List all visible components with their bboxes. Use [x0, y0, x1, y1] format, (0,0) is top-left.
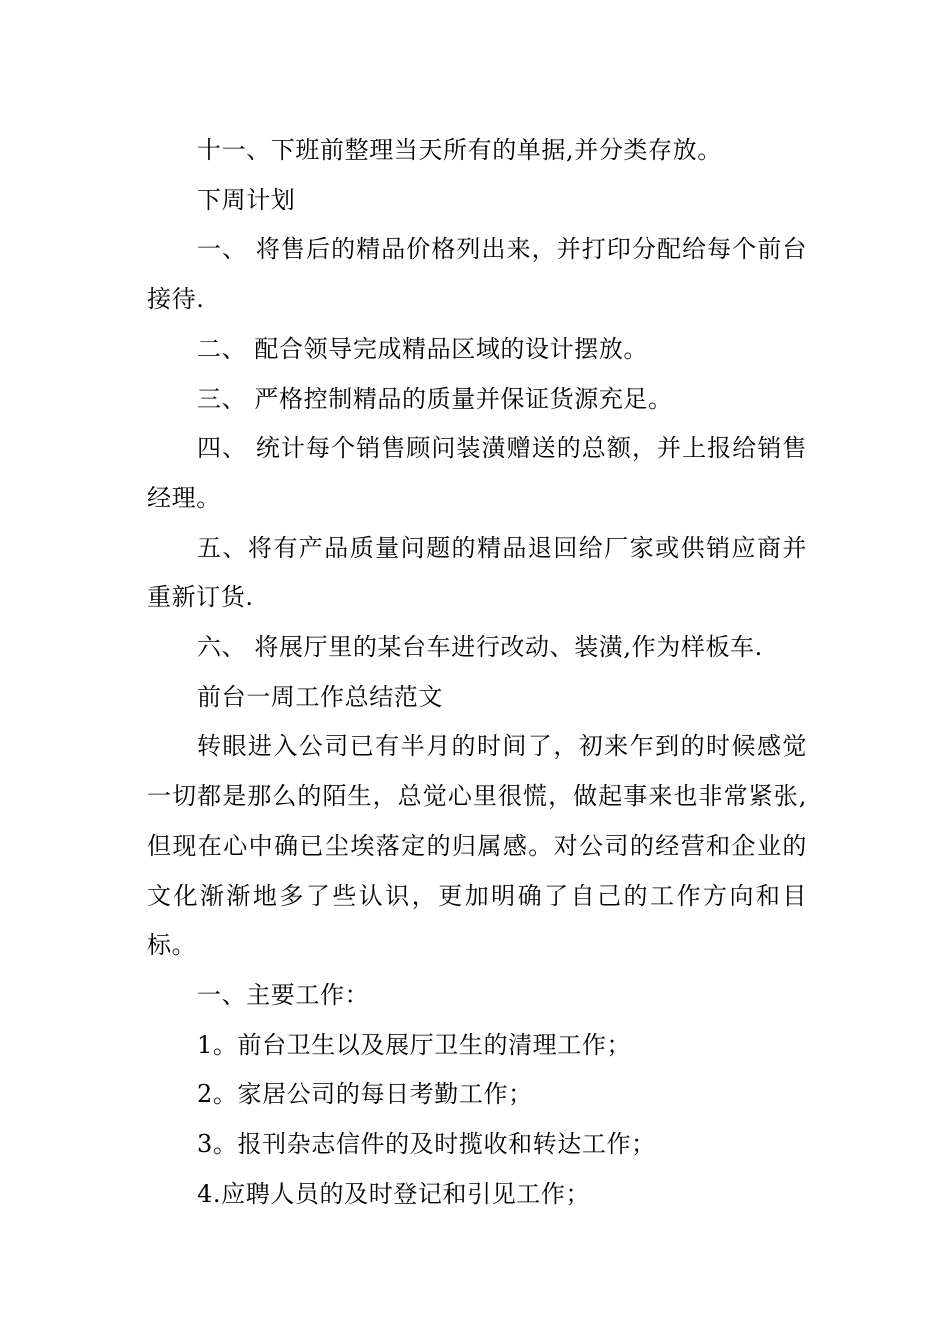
- paragraph-text: 4.应聘人员的及时登记和引见工作；: [197, 1179, 591, 1208]
- paragraph-text: 三、 严格控制精品的质量并保证货源充足。: [197, 384, 673, 413]
- paragraph-text: 下周计划: [197, 185, 296, 214]
- paragraph-text: 转眼进入公司已有半月的时间了，初来乍到的时候感觉一切都是那么的陌生，总觉心里很慌，做起事来也非常紧张,但现在心中确已尘埃落定的归属感。对公司的经营和企业的文化渐渐地多了些认识，更加明确了自己的工作方向和目标。: [147, 732, 807, 960]
- paragraph-text: 十一、下班前整理当天所有的单据,并分类存放。: [197, 136, 722, 164]
- plan-item-1: [147, 225, 807, 324]
- paragraph-text: 一、 将售后的精品价格列出来，并打印分配给每个前台接待.: [147, 235, 807, 314]
- paragraph-text: 四、 统计每个销售顾问装潢赠送的总额，并上报给销售经理。: [147, 434, 807, 512]
- plan-item-2: [147, 325, 807, 375]
- paragraph-text: 五、将有产品质量问题的精品退回给厂家或供销应商并重新订货.: [147, 533, 807, 612]
- plan-item-4: [147, 424, 807, 523]
- work-item-4: [147, 1170, 807, 1220]
- heading-weekly-summary: [147, 673, 807, 723]
- paragraph-text: 2。家居公司的每日考勤工作；: [197, 1080, 533, 1109]
- work-item-3: [147, 1120, 807, 1170]
- summary-intro-paragraph: [147, 722, 807, 971]
- work-item-2: [147, 1070, 807, 1120]
- paragraph-closing-item-11: [147, 126, 807, 176]
- paragraph-text: 二、 配合领导完成精品区域的设计摆放。: [197, 334, 649, 363]
- paragraph-text: 一、主要工作：: [197, 980, 370, 1009]
- plan-item-6: [147, 623, 807, 673]
- paragraph-text: 3。报刊杂志信件的及时揽收和转达工作；: [197, 1130, 656, 1159]
- paragraph-text: 1。前台卫生以及展厅卫生的清理工作；: [197, 1030, 632, 1059]
- plan-item-3: [147, 375, 807, 425]
- paragraph-text: 前台一周工作总结范文: [197, 682, 443, 711]
- heading-next-week-plan: [147, 176, 807, 226]
- plan-item-5: [147, 524, 807, 623]
- paragraph-text: 六、 将展厅里的某台车进行改动、装潢,作为样板车.: [197, 633, 763, 662]
- document-body: [147, 126, 807, 1219]
- work-item-1: [147, 1021, 807, 1071]
- heading-main-work: [147, 971, 807, 1021]
